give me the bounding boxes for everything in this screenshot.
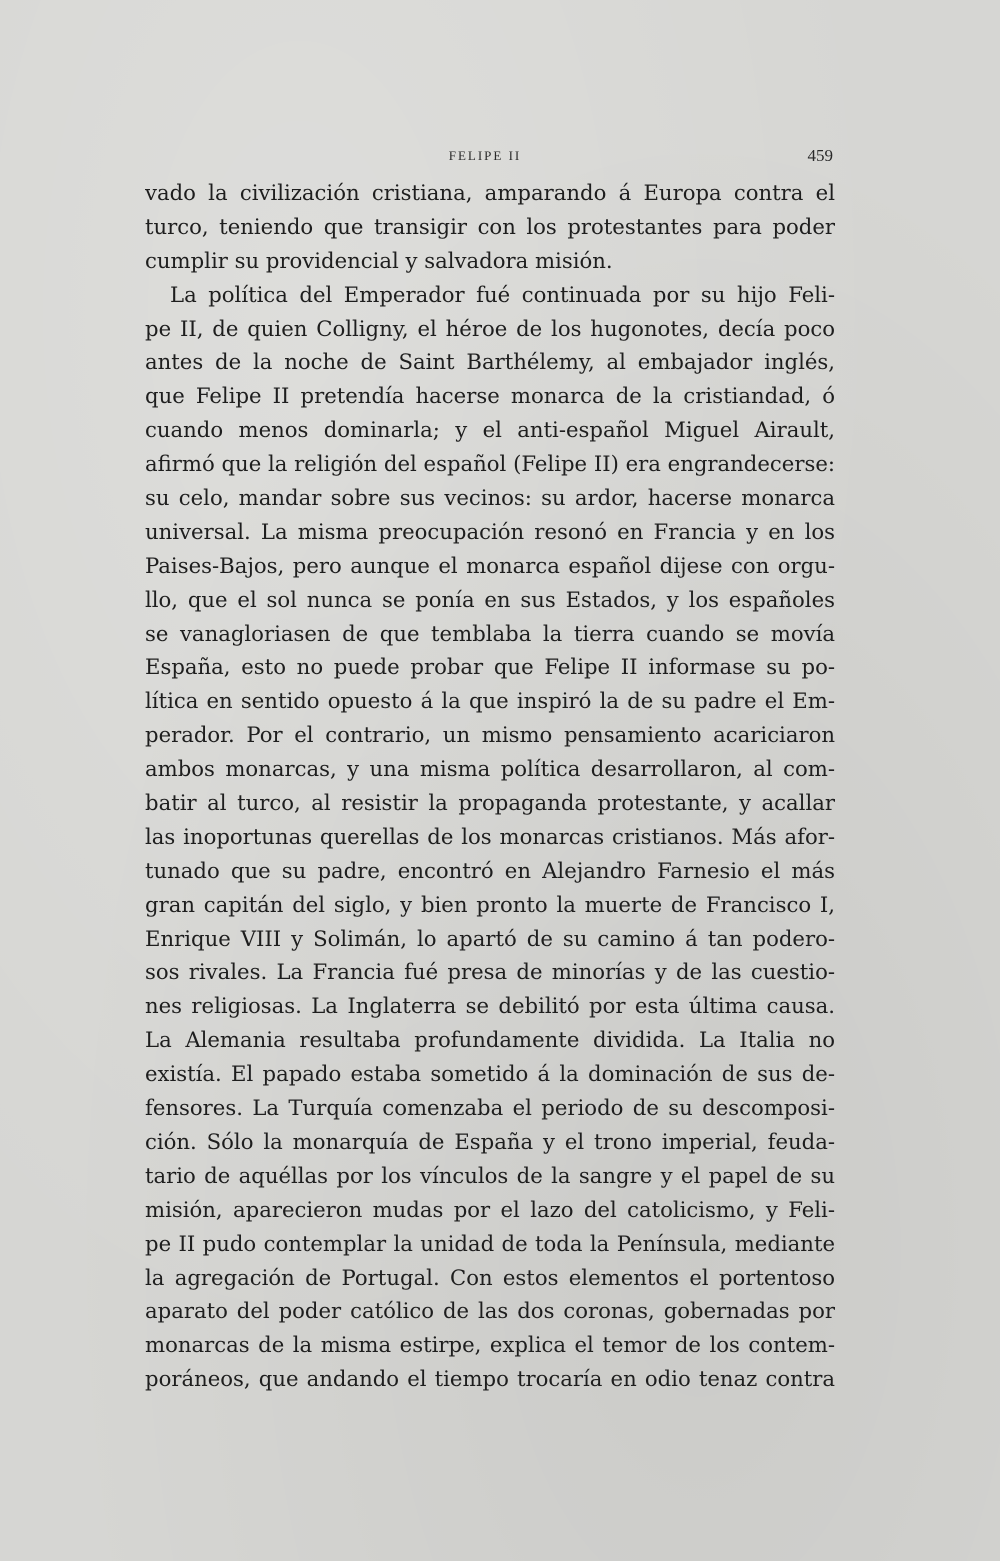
text-line: antes de la noche de Saint Barthélemy, al embajador inglés, [145,349,835,375]
text-line: que Felipe II pretendía hacerse monarca de la cristiandad, ó [145,383,835,409]
text-line: perador. Por el contrario, un mismo pensamiento acariciaron [145,722,835,748]
page-number: 459 [807,146,833,165]
text-line: se vanagloriasen de que temblaba la tierra cuando se movía [145,620,835,646]
body-text [145,176,835,1396]
text-line: pe II, de quien Colligny, el héroe de los hugonotes, decía poco [145,315,835,341]
text-line: tario de aquéllas por los vínculos de la sangre y el papel de su [145,1162,835,1188]
text-line: aparato del poder católico de las dos coronas, gobernadas por [145,1298,835,1324]
text-line: turco, teniendo que transigir con los protestantes para poder [145,213,835,239]
text-line: La Alemania resultaba profundamente dividida. La Italia no [145,1027,835,1053]
text-line: sos rivales. La Francia fué presa de minorías y de las cuestio- [145,959,835,985]
text-line: las inoportunas querellas de los monarcas cristianos. Más afor- [145,823,835,849]
text-line: ción. Sólo la monarquía de España y el trono imperial, feuda- [145,1128,835,1154]
text-line: pe II pudo contemplar la unidad de toda la Península, mediante [145,1230,835,1256]
text-line: monarcas de la misma estirpe, explica el temor de los contem- [145,1332,835,1358]
text-line: llo, que el sol nunca se ponía en sus Estados, y los españoles [145,586,835,612]
text-line: poráneos, que andando el tiempo trocaría en odio tenaz contra [145,1366,835,1392]
text-line: afirmó que la religión del español (Felipe II) era engrandecerse: [145,451,835,477]
running-title: FELIPE II [448,148,522,163]
text-line: misión, aparecieron mudas por el lazo del catolicismo, y Feli- [145,1196,835,1222]
text-line: tunado que su padre, encontró en Alejandro Farnesio el más [145,857,835,883]
text-line: nes religiosas. La Inglaterra se debilitó por esta última causa. [145,993,835,1019]
text-line: vado la civilización cristiana, amparando á Europa contra el [145,180,835,205]
text-line: universal. La misma preocupación resonó en Francia y en los [145,518,835,544]
text-line: ambos monarcas, y una misma política desarrollaron, al com- [145,756,835,782]
text-line: La política del Emperador fué continuada por su hijo Feli- [170,281,835,307]
text-line: Paises-Bajos, pero aunque el monarca español dijese con orgu- [145,552,835,578]
text-line: lítica en sentido opuesto á la que inspiró la de su padre el Em- [145,688,835,714]
text-line: cumplir su providencial y salvadora misión. [145,247,613,273]
running-header [145,146,833,168]
text-line: fensores. La Turquía comenzaba el periodo de su descomposi- [145,1095,835,1121]
text-line: España, esto no puede probar que Felipe II informase su po- [145,654,835,680]
text-line: cuando menos dominarla; y el anti-español Miguel Airault, [145,417,835,443]
text-line: su celo, mandar sobre sus vecinos: su ardor, hacerse monarca [145,485,835,511]
text-line: batir al turco, al resistir la propaganda protestante, y acallar [145,790,835,816]
text-line: gran capitán del siglo, y bien pronto la muerte de Francisco I, [145,891,835,917]
text-line: existía. El papado estaba sometido á la dominación de sus de- [145,1061,835,1087]
text-line: la agregación de Portugal. Con estos elementos el portentoso [145,1264,835,1290]
text-line: Enrique VIII y Solimán, lo apartó de su camino á tan podero- [145,925,835,951]
